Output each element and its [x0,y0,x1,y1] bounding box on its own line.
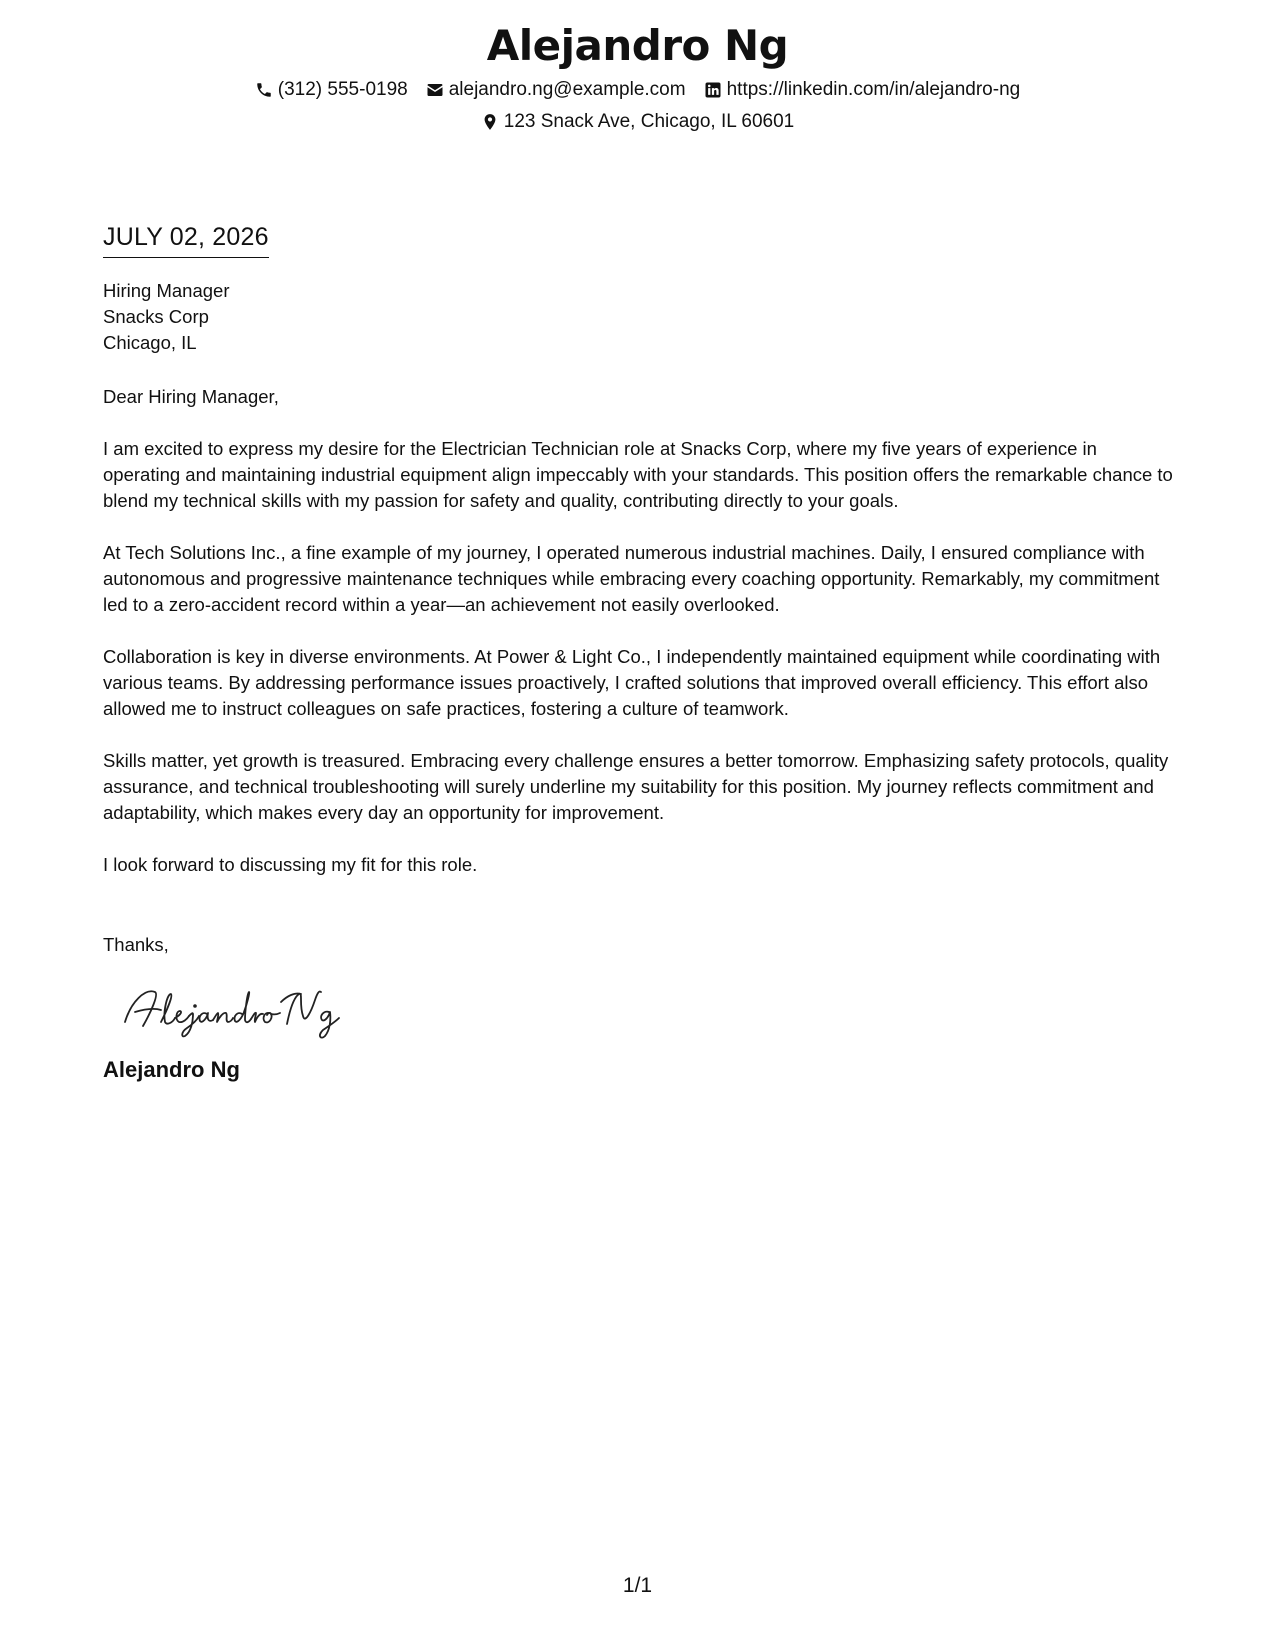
closing-line: I look forward to discussing my fit for this role. [103,854,478,875]
salutation: Dear Hiring Manager, [103,386,279,407]
signer-name: Alejandro Ng [103,1057,240,1082]
linkedin-text[interactable]: https://linkedin.com/in/alejandro-ng [726,79,1021,100]
body-paragraph: Collaboration is key in diverse environments. At Power & Light Co., I independently maintained equipment while coordinating with various teams. By addressing performance issues proactively, I crafted solutions that improved overall efficiency. This effort also allowed me to instruct colleagues on safe practices, fostering a culture of teamwork. [103,646,1161,719]
envelope-icon [426,81,445,100]
page-number: 1/1 [622,1574,653,1597]
letter-date: JULY 02, 2026 [103,222,269,258]
contact-phone [255,76,408,104]
contact-line-secondary [0,108,1275,136]
contact-address [481,108,795,136]
email-text[interactable]: alejandro.ng@example.com [448,79,686,100]
recipient-title: Hiring Manager [103,280,230,301]
linkedin-icon [704,81,723,100]
contact-linkedin[interactable] [704,76,1021,104]
handwritten-signature [121,982,361,1042]
applicant-name: Alejandro Ng [486,21,789,70]
phone-icon [255,81,274,100]
recipient-location: Chicago, IL [103,332,197,353]
letter-body [103,222,1178,1084]
contact-email[interactable] [426,76,686,104]
body-paragraph: I am excited to express my desire for the Electrician Technician role at Snacks Corp, where my five years of experience in operating and maintaining industrial equipment align impeccably with your standards. This position offers the remarkable chance to blend my technical skills with my passion for safety and quality, contributing directly to your goals. [103,438,1173,511]
body-paragraph: At Tech Solutions Inc., a fine example of my journey, I operated numerous industrial machines. Daily, I ensured compliance with autonomous and progressive maintenance techniques while embracing every coaching opportunity. Remarkably, my commitment led to a zero-accident record within a year—an achievement not easily overlooked. [103,542,1160,615]
address-text: 123 Snack Ave, Chicago, IL 60601 [503,111,795,132]
contact-line-primary [0,76,1275,104]
body-paragraph: Skills matter, yet growth is treasured. Embracing every challenge ensures a better tomorrow. Emphasizing safety protocols, quality assurance, and technical troubleshooting will surely underline my suitability for this position. My journey reflects commitment and adaptability, which makes every day an opportunity for improvement. [103,750,1169,823]
recipient-block [103,278,1178,356]
letter-header [0,18,1275,136]
recipient-company: Snacks Corp [103,306,209,327]
phone-text: (312) 555-0198 [277,79,408,100]
map-marker-icon [481,113,500,132]
signoff: Thanks, [103,934,169,955]
